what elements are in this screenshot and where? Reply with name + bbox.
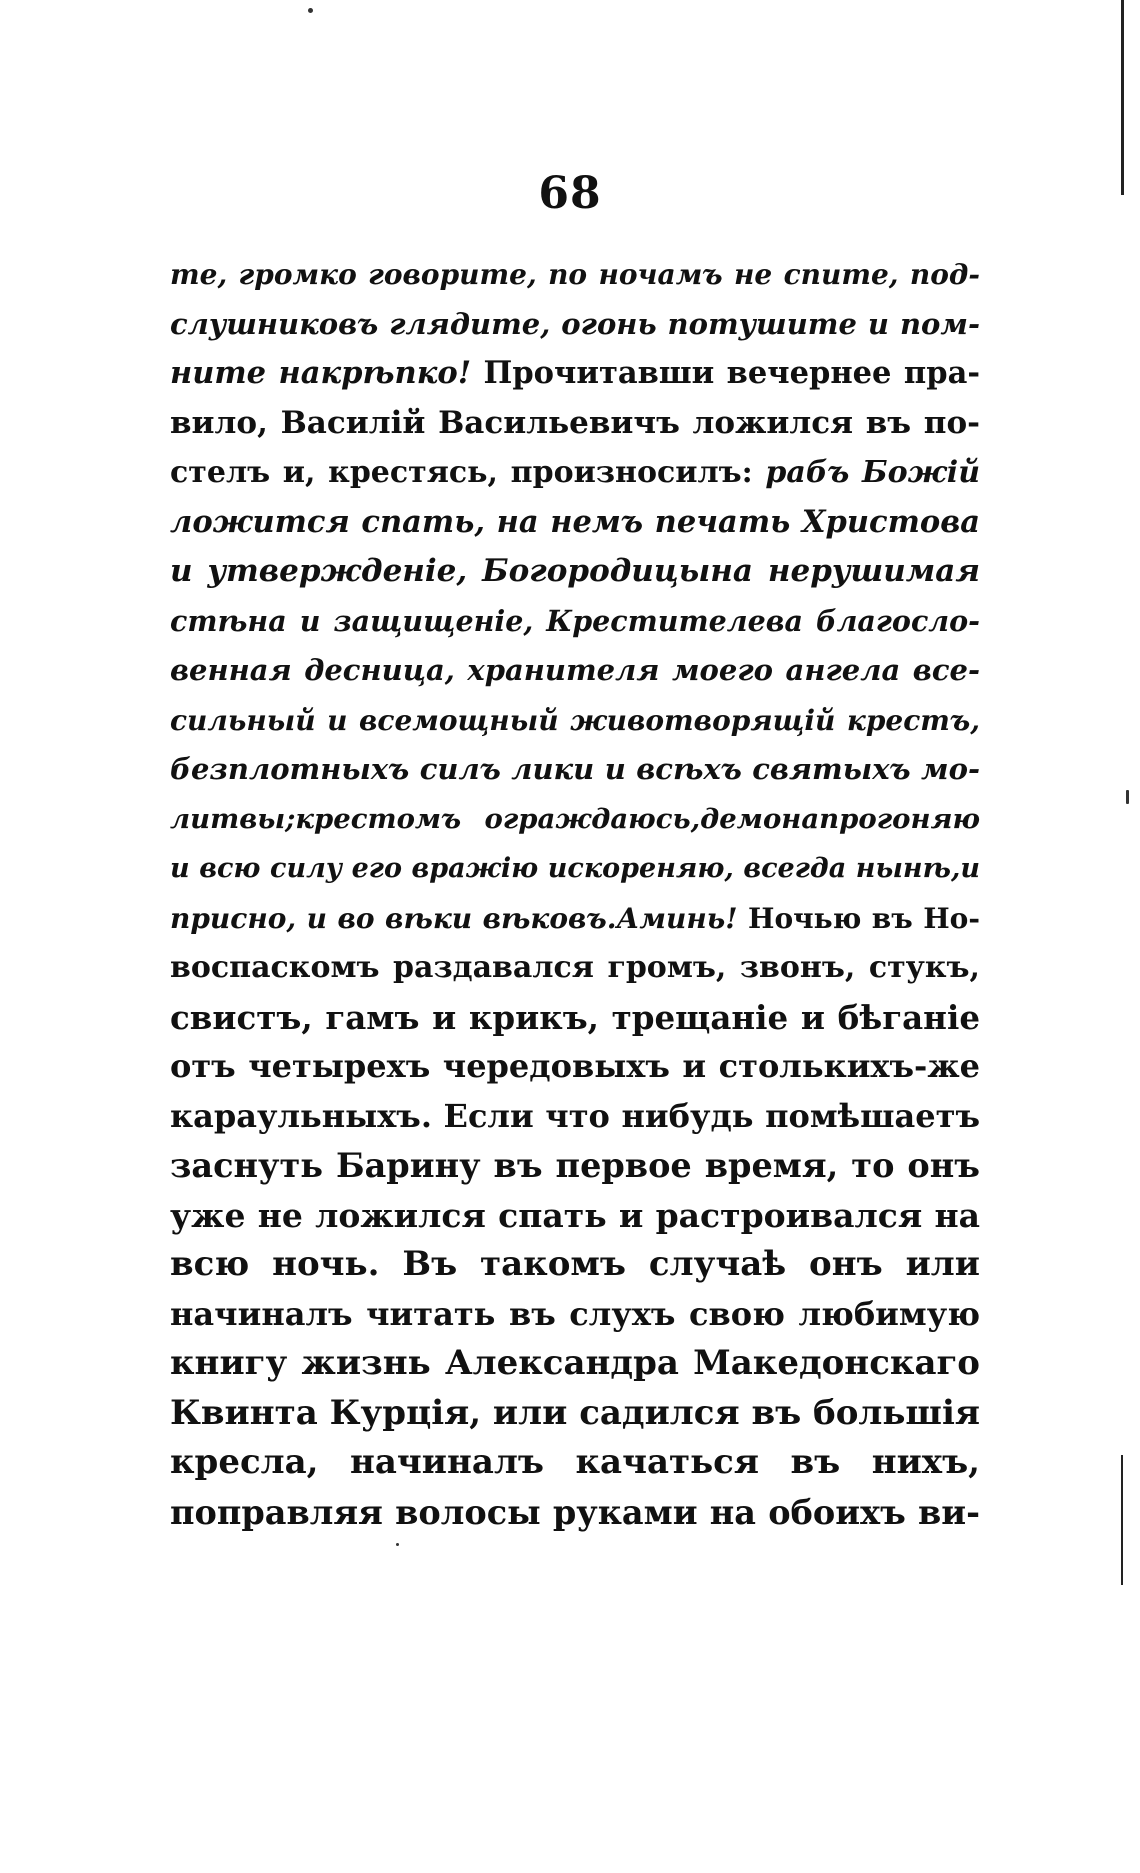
text-line bbox=[170, 1141, 980, 1191]
italic-text-segment: литвы;крестомъ ограждаюсь,демонапрогоняю bbox=[170, 802, 980, 835]
text-line bbox=[170, 498, 980, 548]
text-line bbox=[170, 1389, 980, 1439]
scan-speck bbox=[1126, 790, 1129, 804]
italic-text-segment: ложится спать, на немъ печать Христова bbox=[170, 503, 980, 540]
text-line bbox=[170, 1438, 980, 1488]
text-line bbox=[170, 250, 980, 300]
scan-speck bbox=[308, 8, 313, 13]
scan-edge-line-bottom bbox=[1121, 1455, 1123, 1585]
text-segment: Ночью въ Но- bbox=[747, 901, 980, 935]
text-line bbox=[170, 745, 980, 795]
scan-speck bbox=[396, 1543, 399, 1546]
text-line bbox=[170, 844, 980, 894]
italic-text-segment: те, громко говорите, по ночамъ не спите, под- bbox=[170, 258, 980, 291]
text-line bbox=[170, 399, 980, 449]
text-line bbox=[170, 696, 980, 746]
text-line bbox=[170, 894, 980, 944]
page-number: 68 bbox=[538, 168, 602, 219]
text-segment: отъ четырехъ чередовыхъ и столькихъ-же bbox=[170, 1047, 980, 1085]
text-segment: поправляя волосы руками на обоихъ ви- bbox=[170, 1492, 980, 1532]
text-segment: книгу жизнь Александра Македонскаго bbox=[170, 1343, 980, 1383]
text-line bbox=[170, 300, 980, 350]
italic-text-segment: присно, и во вѣки вѣковъ.Аминь! bbox=[170, 901, 748, 935]
text-line bbox=[170, 1339, 980, 1389]
text-line bbox=[170, 1042, 980, 1092]
text-line bbox=[170, 349, 980, 399]
text-line bbox=[170, 547, 980, 597]
text-line bbox=[170, 1092, 980, 1142]
text-line bbox=[170, 795, 980, 845]
text-segment: заснуть Барину въ первое время, то онъ bbox=[170, 1146, 980, 1185]
italic-text-segment: безплотныхъ силъ лики и всѣхъ святыхъ мо- bbox=[170, 752, 980, 786]
italic-text-segment: сильный и всемощный животворящій крестъ, bbox=[170, 703, 980, 737]
text-segment: кресла, начиналъ качаться въ нихъ, bbox=[170, 1442, 980, 1482]
text-segment: воспаскомъ раздавался громъ, звонъ, стукъ, bbox=[170, 950, 980, 985]
scan-edge-line-top bbox=[1121, 0, 1124, 195]
italic-text-segment: стѣна и защищеніе, Крестителева благосло- bbox=[170, 603, 980, 638]
italic-text-segment: ните накрѣпко! bbox=[170, 355, 484, 391]
text-segment: Прочитавши вечернее пра- bbox=[483, 355, 980, 391]
text-line bbox=[170, 646, 980, 696]
text-segment: Квинта Курція, или садился въ большія bbox=[170, 1392, 980, 1433]
text-segment: всю ночь. Въ такомъ случаѣ онъ или bbox=[170, 1244, 980, 1284]
italic-text-segment: и всю силу его вражію искореняю, всегда нынѣ,и bbox=[170, 853, 980, 884]
text-segment: караульныхъ. Если что нибудь помѣшаетъ bbox=[170, 1096, 980, 1135]
text-line bbox=[170, 597, 980, 647]
text-segment: свистъ, гамъ и крикъ, трещаніе и бѣганіе bbox=[170, 997, 980, 1037]
text-line bbox=[170, 1488, 980, 1538]
italic-text-segment: рабъ Божій bbox=[765, 455, 980, 490]
italic-text-segment: слушниковъ глядите, огонь потушите и пом- bbox=[170, 306, 980, 341]
text-line bbox=[170, 1290, 980, 1340]
italic-text-segment: и утвержденіе, Богородицына нерушимая bbox=[170, 553, 980, 589]
text-line bbox=[170, 943, 980, 993]
text-segment: стелъ и, крестясь, произносилъ: bbox=[170, 455, 766, 490]
text-line bbox=[170, 1240, 980, 1290]
text-segment: уже не ложился спать и растроивался на bbox=[170, 1195, 980, 1235]
text-segment: начиналъ читать въ слухъ свою любимую bbox=[170, 1294, 980, 1333]
italic-text-segment: венная десница, хранителя моего ангела все- bbox=[170, 653, 980, 687]
text-line bbox=[170, 1191, 980, 1241]
text-line bbox=[170, 993, 980, 1043]
text-segment: вило, Василій Васильевичъ ложился въ по- bbox=[170, 404, 980, 441]
body-text bbox=[170, 250, 980, 1537]
text-line bbox=[170, 448, 980, 498]
